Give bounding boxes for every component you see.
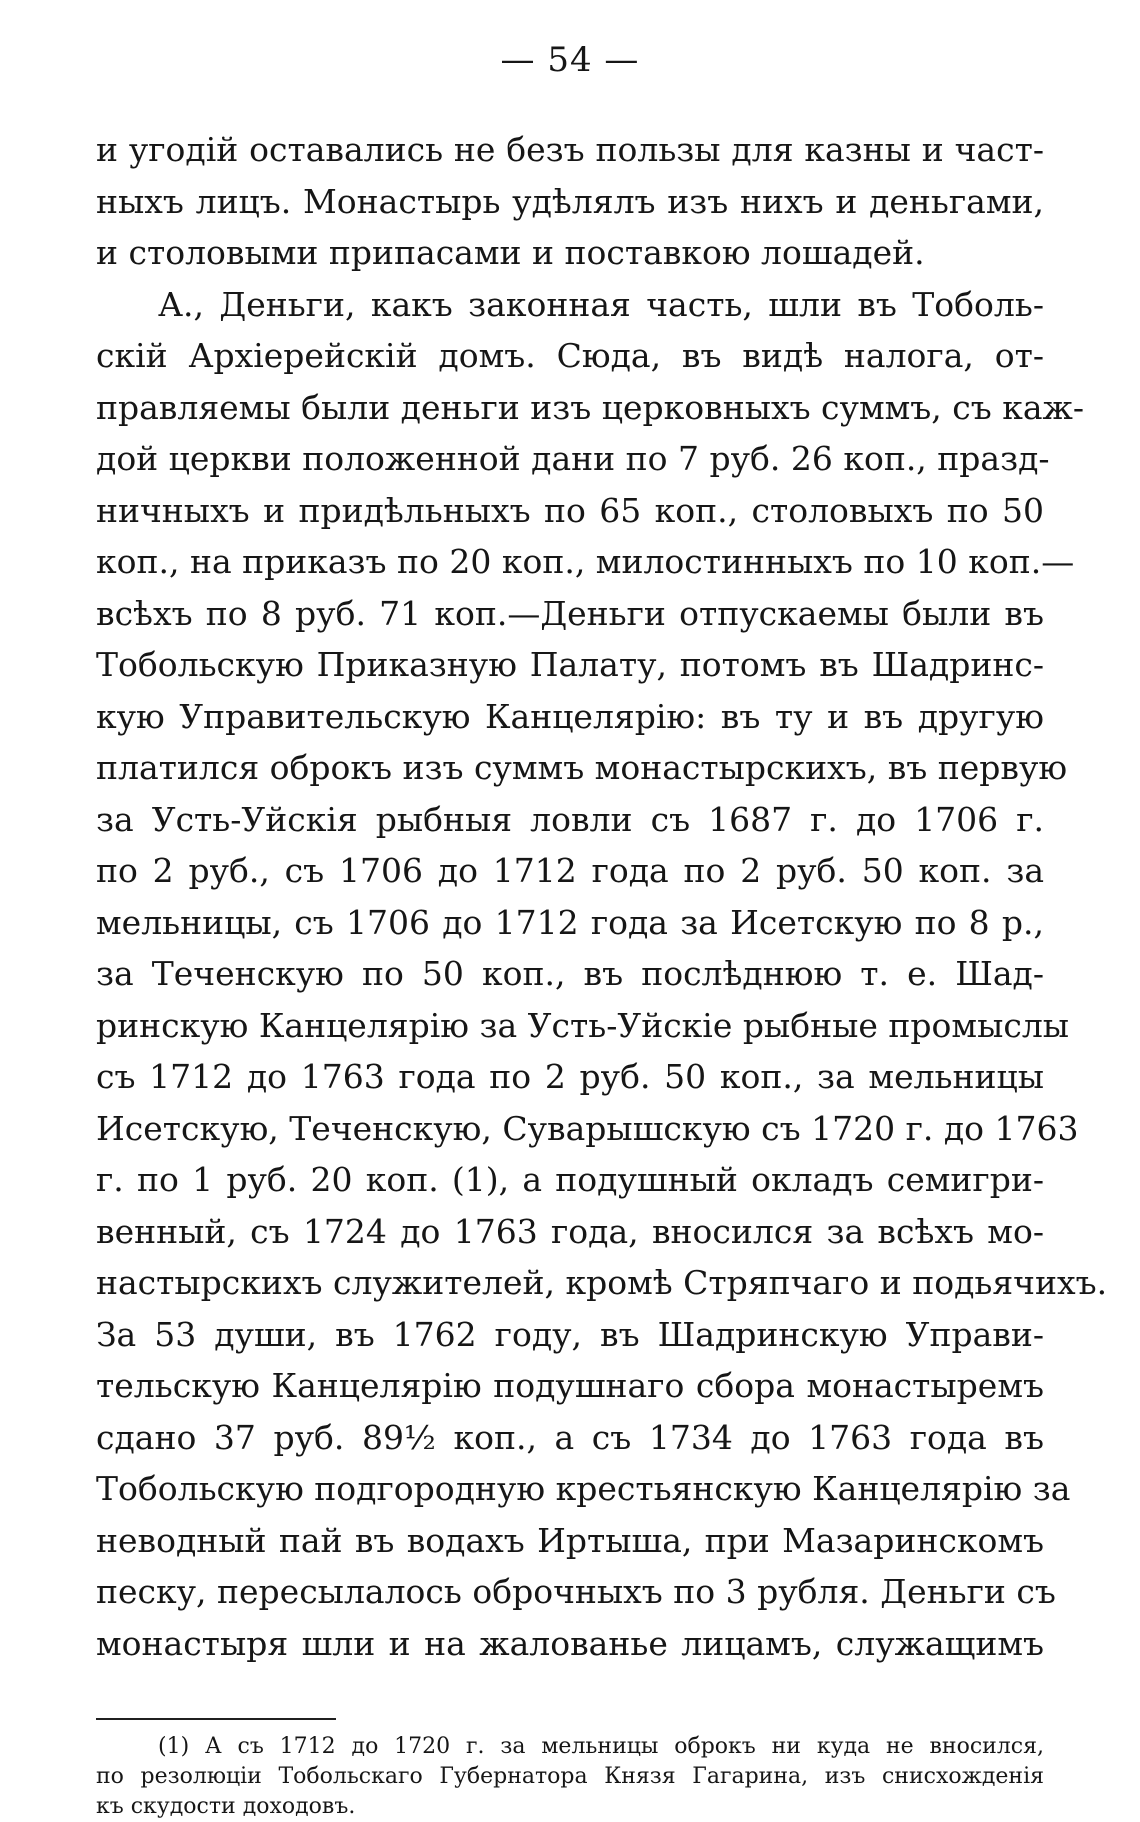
text-line: за Усть-Уйскія рыбныя ловли съ 1687 г. до 1706 г. bbox=[96, 799, 1044, 839]
text-line: Тобольскую подгородную крестьянскую Канцелярію за bbox=[96, 1469, 1071, 1508]
text-line: тельскую Канцелярію подушнаго сбора монастыремъ bbox=[96, 1366, 1044, 1405]
text-line: сдано 37 руб. 89½ коп., а съ 1734 до 1763 года въ bbox=[96, 1417, 1044, 1457]
footnote-divider bbox=[96, 1718, 336, 1720]
footnote-line: по резолюціи Тобольскаго Губернатора Князя Гагарина, изъ снисхожденія bbox=[96, 1764, 1044, 1789]
text-line: Исетскую, Теченскую, Суварышскую съ 1720 г. до 1763 bbox=[96, 1108, 1079, 1148]
text-line: и столовыми припасами и поставкою лошадей. bbox=[96, 233, 925, 272]
text-line: ринскую Канцелярію за Усть-Уйскіе рыбные промыслы bbox=[96, 1005, 1070, 1045]
footnotes bbox=[96, 1732, 1044, 1822]
text-line: скій Архіерейскій домъ. Сюда, въ видѣ налога, от- bbox=[96, 336, 1044, 375]
text-line: мельницы, съ 1706 до 1712 года за Исетскую по 8 р., bbox=[96, 902, 1044, 942]
text-line: правляемы были деньги изъ церковныхъ суммъ, съ каж- bbox=[96, 387, 1085, 427]
text-line: платился оброкъ изъ суммъ монастырскихъ, въ первую bbox=[96, 748, 1068, 787]
text-line: съ 1712 до 1763 года по 2 руб. 50 коп., за мельницы bbox=[96, 1057, 1044, 1096]
text-line: всѣхъ по 8 руб. 71 коп.—Деньги отпускаемы были въ bbox=[96, 593, 1044, 633]
footnote-line: (1) А съ 1712 до 1720 г. за мельницы оброкъ ни куда не вносился, bbox=[158, 1734, 1044, 1759]
text-line: венный, съ 1724 до 1763 года, вносился за всѣхъ мо- bbox=[96, 1211, 1044, 1251]
text-line: монастыря шли и на жалованье лицамъ, служащимъ bbox=[96, 1623, 1044, 1663]
text-line: за Теченскую по 50 коп., въ послѣднюю т. е. Шад- bbox=[96, 954, 1044, 993]
text-line: дой церкви положенной дани по 7 руб. 26 коп., празд- bbox=[96, 439, 1050, 478]
text-line: и угодій оставались не безъ пользы для казны и част- bbox=[96, 130, 1044, 169]
text-line: кую Управительскую Канцелярію: въ ту и въ другую bbox=[96, 696, 1044, 736]
text-line: г. по 1 руб. 20 коп. (1), а подушный окладъ семигри- bbox=[96, 1160, 1044, 1199]
text-line: коп., на приказъ по 20 коп., милостинныхъ по 10 коп.— bbox=[96, 542, 1075, 581]
page-number: — 54 — bbox=[500, 40, 640, 80]
body-text bbox=[96, 124, 1108, 1669]
text-line: по 2 руб., съ 1706 до 1712 года по 2 руб. 50 коп. за bbox=[96, 851, 1044, 890]
footnote-line: къ скудости доходовъ. bbox=[96, 1794, 356, 1819]
text-line: неводный пай въ водахъ Иртыша, при Мазаринскомъ bbox=[96, 1520, 1044, 1560]
text-line: Тобольскую Приказную Палату, потомъ въ Шадринс- bbox=[96, 645, 1044, 684]
text-line: ничныхъ и придѣльныхъ по 65 коп., столовыхъ по 50 bbox=[96, 490, 1044, 530]
text-line: песку, пересылалось оброчныхъ по 3 рубля. Деньги съ bbox=[96, 1572, 1056, 1611]
text-line: За 53 души, въ 1762 году, въ Шадринскую Управи- bbox=[96, 1314, 1044, 1354]
text-line: ныхъ лицъ. Монастырь удѣлялъ изъ нихъ и деньгами, bbox=[96, 181, 1044, 221]
text-line: А., Деньги, какъ законная часть, шли въ Тоболь- bbox=[158, 284, 1044, 324]
text-line: настырскихъ служителей, кромѣ Стряпчаго и подьячихъ. bbox=[96, 1263, 1108, 1302]
